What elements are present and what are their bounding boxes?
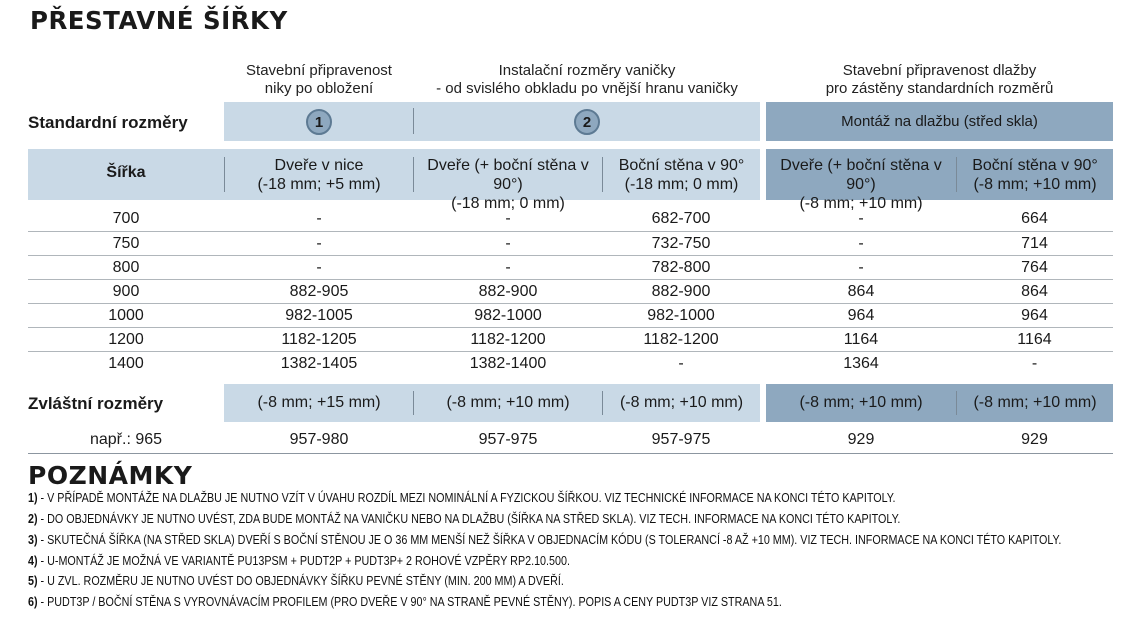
table-cell: 664 [1021, 210, 1048, 227]
table-cell: 1382-1405 [280, 355, 358, 372]
table-cell: - [505, 235, 511, 252]
note-5-num: 5) [28, 574, 38, 588]
width-cell: 1200 [108, 331, 144, 348]
table-cell: 1182-1205 [281, 331, 357, 348]
example-cell: 929 [1021, 431, 1048, 448]
table-cell: - [858, 210, 864, 227]
table-cell: 864 [847, 283, 875, 300]
col-header-2 [414, 156, 602, 213]
example-width-cell: např.: 965 [89, 431, 163, 448]
col-header-5-title: Boční stěna v 90° [972, 157, 1098, 174]
group-header-1-line2: niky po obložení [264, 80, 374, 97]
table-row [28, 280, 1113, 303]
note-6-num: 6) [28, 595, 38, 609]
badge-2: 2 [574, 109, 600, 135]
table-cell: - [316, 235, 322, 252]
table-cell: - [678, 355, 684, 372]
table-cell: 864 [1021, 283, 1048, 300]
special-cell: (-8 mm; +10 mm) [446, 394, 570, 411]
table-cell: 882-900 [478, 283, 538, 300]
standard-band-light [224, 102, 760, 141]
table-cell: 1182-1200 [643, 331, 719, 348]
col-header-4-tol: (-8 mm; +10 mm) [799, 195, 923, 212]
notes-title: POZNÁMKY [28, 461, 193, 490]
col-header-4 [766, 156, 956, 213]
note-3 [28, 533, 1061, 547]
note-3-text: - SKUTEČNÁ ŠÍŘKA (NA STŘED SKLA) DVEŘÍ S BOČNÍ STĚNOU JE O 36 MM MENŠÍ NEŽ ŠÍŘKA V OBJEDNACÍM KÓDU (S TOLERANCÍ -8 AŽ +10 MM). VIZ TECH. INFORMACE NA KONCI TÉTO KAPITOLY. [37, 533, 1062, 547]
table-cell: 714 [1021, 235, 1048, 252]
table-cell: - [1031, 355, 1038, 372]
group-header-3 [766, 62, 1113, 98]
standard-sizes-label: Standardní rozměry [28, 113, 188, 132]
special-cell: (-8 mm; +15 mm) [257, 394, 381, 411]
note-6 [28, 595, 782, 609]
band-separator [413, 108, 414, 134]
width-cell: 1000 [108, 307, 144, 324]
note-5-text: - U ZVL. ROZMĚRU JE NUTNO UVÉST DO OBJEDNÁVKY ŠÍŘKU PEVNÉ STĚNY (MIN. 200 MM) A DVEŘÍ. [37, 574, 564, 588]
table-cell: 1164 [1017, 331, 1052, 348]
col-header-3-tol: (-18 mm; 0 mm) [624, 176, 739, 193]
col-header-3 [603, 156, 760, 194]
group-header-3-line1: Stavební připravenost dlažby [842, 62, 1037, 79]
table-row [28, 232, 1113, 255]
note-4-text: - U-MONTÁŽ JE MOŽNÁ VE VARIANTĚ PU13PSM + PUDT2P + PUDT3P+ 2 ROHOVÉ VZPĚRY RP2.10.500. [37, 554, 570, 568]
col-header-1-tol: (-18 mm; +5 mm) [257, 176, 381, 193]
group-header-2 [414, 62, 760, 98]
table-cell: 682-700 [651, 210, 711, 227]
table-cell: - [858, 235, 864, 252]
note-5 [28, 574, 564, 588]
table-cell: 1182-1200 [470, 331, 546, 348]
col-header-2-tol: (-18 mm; 0 mm) [451, 195, 565, 212]
col-header-1-title: Dveře v nice [274, 157, 364, 174]
example-cell: 957-975 [651, 431, 711, 448]
note-1-num: 1) [28, 491, 38, 505]
table-cell: 764 [1021, 259, 1048, 276]
group-header-2-line1: Instalační rozměry vaničky [498, 62, 676, 79]
note-2-num: 2) [28, 512, 38, 526]
col-header-1 [224, 156, 414, 194]
note-4 [28, 554, 570, 568]
width-cell: 700 [112, 210, 140, 227]
table-bottom-rule [28, 453, 1113, 454]
example-cell: 957-975 [478, 431, 538, 448]
group-header-2-line2: - od svislého obkladu po vnější hranu vaničky [436, 80, 738, 97]
table-cell: 782-800 [651, 259, 711, 276]
col-header-2-title: Dveře (+ boční stěna v 90°) [427, 157, 589, 193]
table-cell: 1382-1400 [469, 355, 547, 372]
table-cell: - [316, 259, 322, 276]
special-cell: (-8 mm; +10 mm) [619, 394, 744, 411]
page-title: PŘESTAVNÉ ŠÍŘKY [30, 6, 288, 35]
note-1 [28, 491, 896, 505]
col-header-5 [957, 156, 1113, 194]
note-4-num: 4) [28, 554, 38, 568]
table-row [28, 207, 1113, 231]
table-cell: 982-1005 [285, 307, 353, 324]
example-row [28, 428, 1113, 452]
table-cell: 882-900 [651, 283, 711, 300]
table-cell: 1364 [843, 355, 879, 372]
example-cell: 957-980 [289, 431, 349, 448]
table-row [28, 304, 1113, 327]
col-header-5-tol: (-8 mm; +10 mm) [973, 176, 1097, 193]
col-header-4-title: Dveře (+ boční stěna v 90°) [780, 157, 942, 193]
special-sizes-label: Zvláštní rozměry [28, 394, 164, 413]
table-cell: 964 [847, 307, 875, 324]
note-2-text: - DO OBJEDNÁVKY JE NUTNO UVÉST, ZDA BUDE MONTÁŽ NA VANIČKU NEBO NA DLAŽBU (ŠÍŘKA NA STŘED SKLA). VIZ TECH. INFORMACE NA KONCI TÉTO KAPITOLY. [37, 512, 901, 526]
group-header-1-line1: Stavební připravenost [246, 62, 392, 79]
table-cell: 1164 [843, 331, 879, 348]
width-cell: 750 [112, 235, 140, 252]
group-header-3-line2: pro zástěny standardních rozměrů [825, 80, 1054, 97]
table-row [28, 328, 1113, 351]
data-table [28, 207, 1113, 375]
special-cell: (-8 mm; +10 mm) [973, 394, 1097, 411]
note-2 [28, 512, 900, 526]
table-cell: - [316, 210, 322, 227]
example-cell: 929 [847, 431, 875, 448]
note-1-text: - V PŘÍPADĚ MONTÁŽE NA DLAŽBU JE NUTNO VZÍT V ÚVAHU ROZDÍL MEZI NOMINÁLNÍ A FYZICKOU ŠÍŘKOU. VIZ TECHNICKÉ INFORMACE NA KONCI TÉTO KAPITOLY. [37, 491, 896, 505]
table-cell: - [505, 210, 511, 227]
special-cell: (-8 mm; +10 mm) [799, 394, 923, 411]
table-row [28, 256, 1113, 279]
note-3-num: 3) [28, 533, 38, 547]
montaz-label: Montáž na dlažbu (střed skla) [841, 113, 1038, 130]
table-cell: 882-905 [289, 283, 349, 300]
group-header-1 [224, 62, 414, 98]
table-cell: 982-1000 [474, 307, 542, 324]
table-cell: 964 [1021, 307, 1048, 324]
width-header: Šířka [106, 164, 146, 181]
width-cell: 1400 [108, 355, 144, 372]
width-cell: 800 [112, 259, 140, 276]
table-cell: - [505, 259, 511, 276]
col-header-3-title: Boční stěna v 90° [618, 157, 745, 174]
note-6-text: - PUDT3P / BOČNÍ STĚNA S VYROVNÁVACÍM PROFILEM (PRO DVEŘE V 90° NA STRANĚ PEVNÉ STĚNY). POPIS A CENY PUDT3P VIZ STRANA 51. [37, 595, 782, 609]
table-cell: 732-750 [651, 235, 711, 252]
width-cell: 900 [112, 283, 140, 300]
table-cell: - [858, 259, 864, 276]
table-row [28, 352, 1113, 375]
badge-1: 1 [306, 109, 332, 135]
table-cell: 982-1000 [647, 307, 715, 324]
